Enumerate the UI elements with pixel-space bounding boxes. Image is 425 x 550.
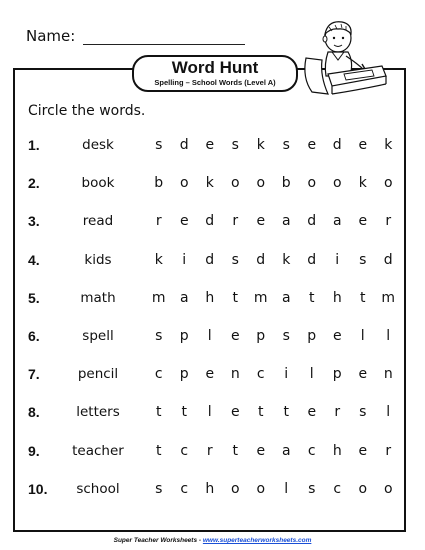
letter-cell[interactable]: a <box>281 442 291 459</box>
letter-cell[interactable]: r <box>155 213 162 230</box>
letter-cell[interactable]: l <box>386 404 391 421</box>
letter-cell[interactable]: a <box>332 213 342 230</box>
letter-cell[interactable]: t <box>309 289 315 306</box>
letter-cell[interactable]: k <box>154 251 163 268</box>
footer <box>0 537 425 544</box>
letter-cell[interactable]: o <box>256 175 266 192</box>
letter-sequence <box>146 137 401 153</box>
target-word: book <box>81 175 115 192</box>
letter-cell[interactable]: h <box>205 289 215 306</box>
letter-cell[interactable]: p <box>179 328 189 344</box>
letter-cell[interactable]: m <box>151 289 166 306</box>
letter-cell[interactable]: i <box>284 366 289 383</box>
letter-cell[interactable]: k <box>358 175 367 192</box>
letter-cell[interactable]: r <box>385 213 392 230</box>
name-label: Name: <box>26 27 76 45</box>
letter-cell[interactable]: c <box>256 366 265 383</box>
letter-cell[interactable]: t <box>232 442 238 459</box>
letter-sequence <box>146 328 401 344</box>
letter-sequence <box>146 481 401 497</box>
puzzle-row <box>0 363 425 385</box>
letter-cell[interactable]: s <box>308 480 316 497</box>
letter-cell[interactable]: e <box>358 366 368 383</box>
puzzle-row <box>0 172 425 194</box>
letter-cell[interactable]: k <box>384 137 393 153</box>
letter-cell[interactable]: s <box>155 480 163 497</box>
target-word: math <box>80 289 116 306</box>
target-word: letters <box>76 404 120 421</box>
letter-cell[interactable]: r <box>334 404 341 421</box>
letter-cell[interactable]: t <box>181 404 187 421</box>
letter-cell[interactable]: t <box>283 404 289 421</box>
letter-cell[interactable]: e <box>358 137 368 153</box>
letter-cell[interactable]: a <box>281 213 291 230</box>
letter-cell[interactable]: n <box>230 366 240 383</box>
letter-cell[interactable]: s <box>359 404 367 421</box>
letter-cell[interactable]: k <box>282 251 291 268</box>
letter-cell[interactable]: s <box>282 137 290 153</box>
letter-cell[interactable]: d <box>179 137 189 153</box>
letter-cell[interactable]: t <box>156 404 162 421</box>
letter-cell[interactable]: i <box>335 251 340 268</box>
letter-cell[interactable]: h <box>205 480 215 497</box>
letter-cell[interactable]: d <box>205 251 215 268</box>
letter-cell[interactable]: e <box>307 404 317 421</box>
letter-cell[interactable]: t <box>156 442 162 459</box>
letter-cell[interactable]: e <box>332 328 342 344</box>
letter-cell[interactable]: b <box>281 175 291 192</box>
puzzle-row <box>0 440 425 462</box>
page-title: Word Hunt <box>171 58 259 77</box>
letter-cell[interactable]: d <box>307 251 317 268</box>
letter-cell[interactable]: e <box>358 442 368 459</box>
letter-cell[interactable]: c <box>333 480 342 497</box>
letter-sequence <box>146 404 401 420</box>
target-word: desk <box>82 137 114 153</box>
letter-cell[interactable]: l <box>284 480 289 497</box>
letter-cell[interactable]: m <box>253 289 268 306</box>
letter-cell[interactable]: n <box>383 366 393 383</box>
puzzle-row <box>0 134 425 156</box>
letter-cell[interactable]: o <box>179 175 189 192</box>
row-number: 3. <box>28 213 40 230</box>
letter-cell[interactable]: l <box>386 328 391 344</box>
letter-cell[interactable]: d <box>307 213 317 230</box>
instruction-text: Circle the words. <box>28 103 146 119</box>
letter-sequence <box>146 175 401 191</box>
row-number: 7. <box>28 366 40 383</box>
name-row <box>26 27 245 45</box>
letter-cell[interactable]: e <box>205 137 215 153</box>
footer-brand: Super Teacher Worksheets <box>113 537 198 544</box>
title-box <box>132 55 298 92</box>
letter-cell[interactable]: s <box>231 137 239 153</box>
row-number: 5. <box>28 289 40 306</box>
row-number: 10. <box>28 480 48 497</box>
letter-cell[interactable]: s <box>155 137 163 153</box>
letter-cell[interactable]: a <box>179 289 189 306</box>
letter-cell[interactable]: e <box>230 328 240 344</box>
letter-cell[interactable]: k <box>205 175 214 192</box>
letter-sequence <box>146 290 401 306</box>
letter-cell[interactable]: o <box>230 480 240 497</box>
row-number: 8. <box>28 404 40 421</box>
letter-cell[interactable]: r <box>232 213 239 230</box>
letter-cell[interactable]: h <box>332 289 342 306</box>
letter-cell[interactable]: e <box>230 404 240 421</box>
letter-cell[interactable]: t <box>258 404 264 421</box>
letter-cell[interactable]: p <box>256 328 266 344</box>
letter-sequence <box>146 252 401 268</box>
row-number: 9. <box>28 442 40 459</box>
page-subtitle: Spelling – School Words (Level A) <box>154 78 276 87</box>
letter-cell[interactable]: e <box>179 213 189 230</box>
letter-cell[interactable]: i <box>182 251 187 268</box>
letter-cell[interactable]: c <box>154 366 163 383</box>
row-number: 1. <box>28 137 40 153</box>
puzzle-row <box>0 325 425 347</box>
letter-cell[interactable]: t <box>232 289 238 306</box>
letter-cell[interactable]: s <box>282 328 290 344</box>
target-word: spell <box>82 328 114 344</box>
target-word: kids <box>84 251 112 268</box>
letter-cell[interactable]: o <box>256 480 266 497</box>
letter-cell[interactable]: r <box>385 442 392 459</box>
row-number: 6. <box>28 328 40 344</box>
letter-cell[interactable]: e <box>358 213 368 230</box>
footer-link[interactable]: www.superteacherworksheets.com <box>202 537 312 544</box>
letter-cell[interactable]: r <box>206 442 213 459</box>
puzzle-row <box>0 210 425 232</box>
letter-cell[interactable]: b <box>154 175 164 192</box>
letter-sequence <box>146 443 401 459</box>
letter-cell[interactable]: k <box>256 137 265 153</box>
letter-sequence <box>146 213 401 229</box>
letter-cell[interactable]: d <box>256 251 266 268</box>
letter-cell[interactable]: t <box>360 289 366 306</box>
letter-cell[interactable]: o <box>358 480 368 497</box>
letter-sequence <box>146 366 401 382</box>
letter-cell[interactable]: s <box>359 251 367 268</box>
letter-cell[interactable]: p <box>179 366 189 383</box>
letter-cell[interactable]: c <box>307 442 316 459</box>
letter-cell[interactable]: d <box>332 137 342 153</box>
letter-cell[interactable]: e <box>205 366 215 383</box>
target-word: read <box>82 213 114 230</box>
target-word: pencil <box>77 366 119 383</box>
letter-cell[interactable]: p <box>307 328 317 344</box>
letter-cell[interactable]: e <box>256 213 266 230</box>
footer-separator: - <box>198 537 202 544</box>
letter-cell[interactable]: m <box>381 289 396 306</box>
letter-cell[interactable]: s <box>231 251 239 268</box>
letter-cell[interactable]: e <box>307 137 317 153</box>
row-number: 4. <box>28 251 40 268</box>
letter-cell[interactable]: e <box>256 442 266 459</box>
target-word: school <box>76 480 120 497</box>
letter-cell[interactable]: d <box>205 213 215 230</box>
puzzle-row <box>0 478 425 500</box>
letter-cell[interactable]: p <box>332 366 342 383</box>
puzzle-row <box>0 401 425 423</box>
letter-cell[interactable]: o <box>332 175 342 192</box>
letter-cell[interactable]: h <box>332 442 342 459</box>
puzzle-row <box>0 249 425 271</box>
letter-cell[interactable]: s <box>155 328 163 344</box>
puzzle-row <box>0 287 425 309</box>
letter-cell[interactable]: o <box>230 175 240 192</box>
row-number: 2. <box>28 175 40 192</box>
letter-cell[interactable]: o <box>383 175 393 192</box>
target-word: teacher <box>72 442 124 459</box>
letter-cell[interactable]: d <box>383 251 393 268</box>
letter-cell[interactable]: l <box>207 328 212 344</box>
letter-cell[interactable]: o <box>307 175 317 192</box>
student-at-desk-icon <box>298 14 388 98</box>
letter-cell[interactable]: o <box>383 480 393 497</box>
letter-cell[interactable]: c <box>180 442 189 459</box>
letter-cell[interactable]: l <box>360 328 365 344</box>
name-blank-line[interactable] <box>83 30 245 45</box>
letter-cell[interactable]: c <box>180 480 189 497</box>
letter-cell[interactable]: l <box>207 404 212 421</box>
letter-cell[interactable]: a <box>281 289 291 306</box>
letter-cell[interactable]: l <box>309 366 314 383</box>
